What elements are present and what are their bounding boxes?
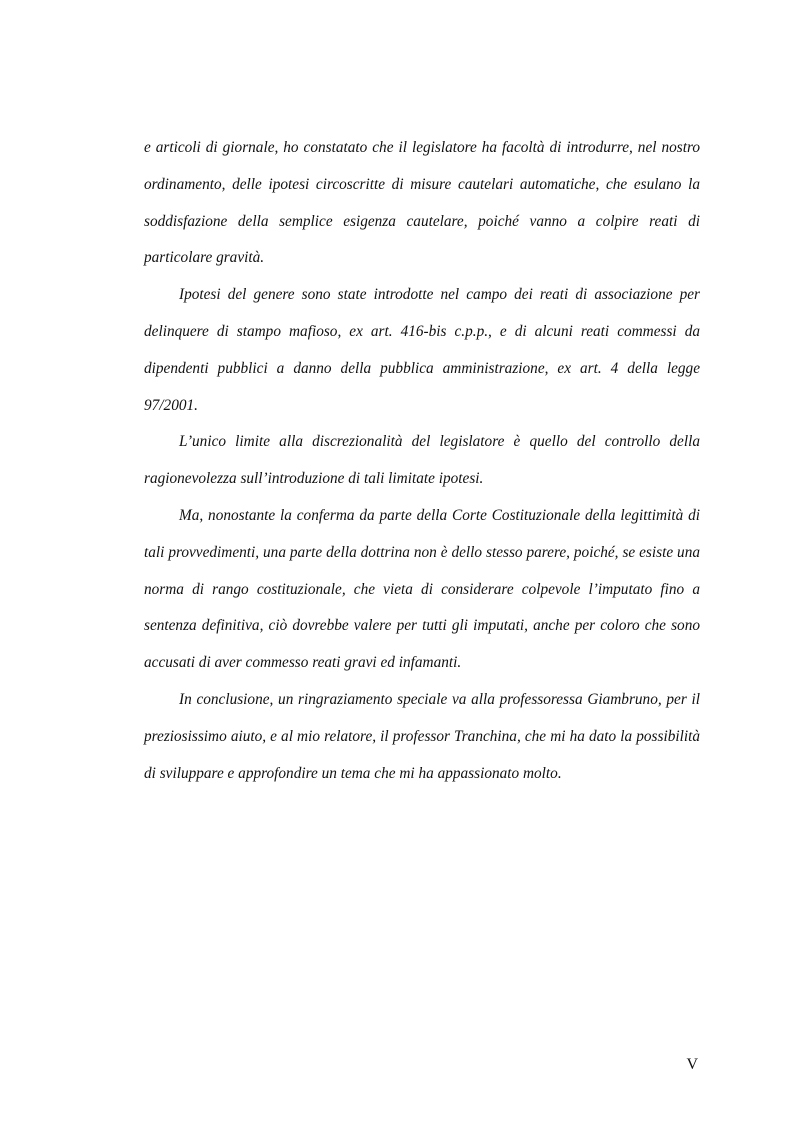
page-number: V (686, 1056, 698, 1073)
paragraph-ipotesi: Ipotesi del genere sono state introdotte nel campo dei reati di associazione per delinquere di stampo mafioso, ex art. 416-bis c.p.p., e di alcuni reati commessi da dipendenti pubblici a danno della pubblica amministrazione, ex art. 4 della legge 97/2001. (144, 286, 700, 414)
body-text (144, 130, 700, 792)
paragraph-limite: L’unico limite alla discrezionalità del legislatore è quello del controllo della ragionevolezza sull’introduzione di tali limitate ipotesi. (144, 433, 700, 488)
paragraph-continuation: e articoli di giornale, ho constatato che il legislatore ha facoltà di introdurre, nel nostro ordinamento, delle ipotesi circoscritte di misure cautelari automatiche, che esulano la soddisfazione della semplice esigenza cautelare, poiché vanno a colpire reati di particolare gravità. (144, 139, 700, 267)
paragraph-dottrina: Ma, nonostante la conferma da parte della Corte Costituzionale della legittimità di tali provvedimenti, una parte della dottrina non è dello stesso parere, poiché, se esiste una norma di rango costituzionale, che vieta di considerare colpevole l’imputato fino a sentenza definitiva, ciò dovrebbe valere per tutti gli imputati, anche per coloro che sono accusati di aver commesso reati gravi ed infamanti. (144, 506, 700, 672)
paragraph-conclusione: In conclusione, un ringraziamento speciale va alla professoressa Giambruno, per il preziosissimo aiuto, e al mio relatore, il professor Tranchina, che mi ha dato la possibilità di sviluppare e approfondire un tema che mi ha appassionato molto. (144, 690, 700, 782)
